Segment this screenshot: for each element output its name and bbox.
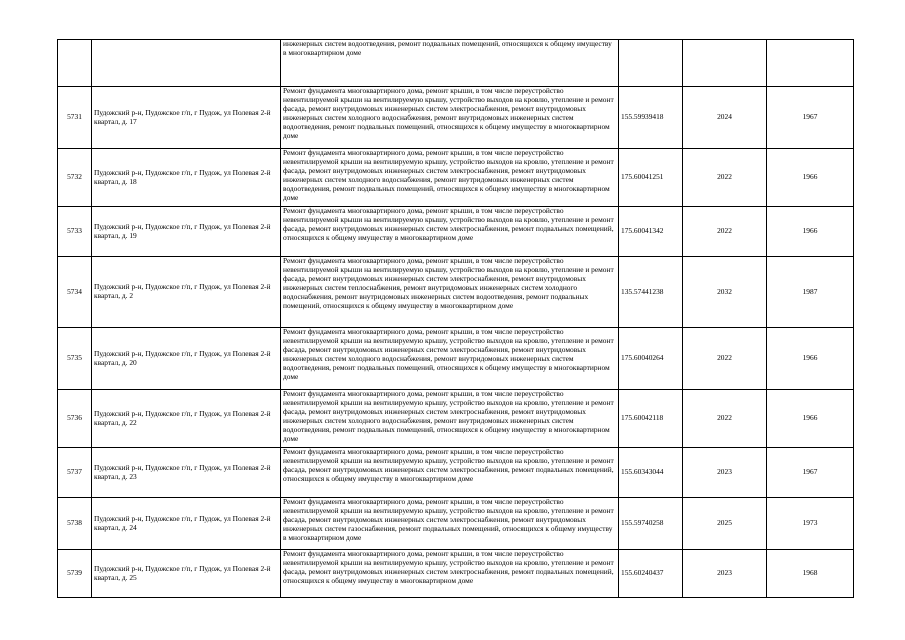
row-build-year: 1966 <box>767 328 854 390</box>
row-works: Ремонт фундамента многоквартирного дома, ремонт крыши, в том числе переустройство невентилируемой крыши на вентилируемую крышу, устройство выходов на кровлю, утепление и ремонт фасада, ремонт внутридомовых инженерных систем электроснабжения, ремонт подвальных помещений, относящихся к общему имуществу в многоквартирном доме <box>281 550 619 598</box>
row-repair-year: 2023 <box>683 550 767 598</box>
row-repair-year: 2025 <box>683 498 767 550</box>
row-build-year: 1966 <box>767 149 854 207</box>
row-repair-year: 2032 <box>683 257 767 328</box>
row-works: Ремонт фундамента многоквартирного дома, ремонт крыши, в том числе переустройство невентилируемой крыши на вентилируемую крышу, устройство выходов на кровлю, утепление и ремонт фасада, ремонт внутридомовых инженерных систем электроснабжения, ремонт внутридомовых инженерных систем холодного водоснабжения, ремонт внутридомовых инженерных систем водоотведения, ремонт подвальных помещений, относящихся к общему имуществу в многоквартирном доме <box>281 390 619 448</box>
row-address: Пудожский р-н, Пудожское г/п, г Пудож, ул Полевая 2-й квартал, д. 17 <box>92 87 281 149</box>
row-number: 5737 <box>58 448 92 498</box>
row-area: 155.59740258 <box>619 498 683 550</box>
row-address: Пудожский р-н, Пудожское г/п, г Пудож, ул Полевая 2-й квартал, д. 25 <box>92 550 281 598</box>
row-number: 5732 <box>58 149 92 207</box>
row-works: Ремонт фундамента многоквартирного дома, ремонт крыши, в том числе переустройство невентилируемой крыши на вентилируемую крышу, устройство выходов на кровлю, утепление и ремонт фасада, ремонт внутридомовых инженерных систем электроснабжения, ремонт подвальных помещений, относящихся к общему имуществу в многоквартирном доме <box>281 448 619 498</box>
row-address: Пудожский р-н, Пудожское г/п, г Пудож, ул Полевая 2-й квартал, д. 2 <box>92 257 281 328</box>
row-repair-year: 2022 <box>683 207 767 257</box>
row-address: Пудожский р-н, Пудожское г/п, г Пудож, ул Полевая 2-й квартал, д. 20 <box>92 328 281 390</box>
table-row <box>58 207 854 257</box>
row-number: 5734 <box>58 257 92 328</box>
row-area: 155.60343044 <box>619 448 683 498</box>
row-repair-year: 2022 <box>683 149 767 207</box>
table-row <box>58 328 854 390</box>
row-number: 5733 <box>58 207 92 257</box>
row-number <box>58 40 92 87</box>
row-build-year: 1987 <box>767 257 854 328</box>
row-works: Ремонт фундамента многоквартирного дома, ремонт крыши, в том числе переустройство невентилируемой крыши на вентилируемую крышу, устройство выходов на кровлю, утепление и ремонт фасада, ремонт внутридомовых инженерных систем электроснабжения, ремонт внутридомовых инженерных систем газоснабжения, ремонт подвальных помещений, относящихся к общему имуществу в многоквартирном доме <box>281 498 619 550</box>
row-works: Ремонт фундамента многоквартирного дома, ремонт крыши, в том числе переустройство невентилируемой крыши на вентилируемую крышу, устройство выходов на кровлю, утепление и ремонт фасада, ремонт внутридомовых инженерных систем электроснабжения, ремонт внутридомовых инженерных систем холодного водоснабжения, ремонт внутридомовых инженерных систем водоотведения, ремонт подвальных помещений, относящихся к общему имуществу в многоквартирном доме <box>281 149 619 207</box>
table-row <box>58 498 854 550</box>
table-row <box>58 448 854 498</box>
table-row <box>58 40 854 87</box>
row-area: 175.60040264 <box>619 328 683 390</box>
row-works: Ремонт фундамента многоквартирного дома, ремонт крыши, в том числе переустройство невентилируемой крыши на вентилируемую крышу, устройство выходов на кровлю, утепление и ремонт фасада, ремонт внутридомовых инженерных систем электроснабжения, ремонт внутридомовых инженерных систем холодного водоснабжения, ремонт внутридомовых инженерных систем водоотведения, ремонт подвальных помещений, относящихся к общему имуществу в многоквартирном доме <box>281 328 619 390</box>
row-repair-year: 2022 <box>683 328 767 390</box>
row-address: Пудожский р-н, Пудожское г/п, г Пудож, ул Полевая 2-й квартал, д. 24 <box>92 498 281 550</box>
table-row <box>58 550 854 598</box>
row-number: 5735 <box>58 328 92 390</box>
row-address: Пудожский р-н, Пудожское г/п, г Пудож, ул Полевая 2-й квартал, д. 19 <box>92 207 281 257</box>
row-address: Пудожский р-н, Пудожское г/п, г Пудож, ул Полевая 2-й квартал, д. 23 <box>92 448 281 498</box>
row-area: 175.60042118 <box>619 390 683 448</box>
row-repair-year <box>683 40 767 87</box>
row-repair-year: 2023 <box>683 448 767 498</box>
row-works: Ремонт фундамента многоквартирного дома, ремонт крыши, в том числе переустройство невентилируемой крыши на вентилируемую крышу, устройство выходов на кровлю, утепление и ремонт фасада, ремонт внутридомовых инженерных систем электроснабжения, ремонт подвальных помещений, относящихся к общему имуществу в многоквартирном доме <box>281 207 619 257</box>
row-address: Пудожский р-н, Пудожское г/п, г Пудож, ул Полевая 2-й квартал, д. 22 <box>92 390 281 448</box>
row-works: инженерных систем водоотведения, ремонт подвальных помещений, относящихся к общему имуществу в многоквартирном доме <box>281 40 619 87</box>
row-address <box>92 40 281 87</box>
row-works: Ремонт фундамента многоквартирного дома, ремонт крыши, в том числе переустройство невентилируемой крыши на вентилируемую крышу, устройство выходов на кровлю, утепление и ремонт фасада, ремонт внутридомовых инженерных систем электроснабжения, ремонт внутридомовых инженерных систем холодного водоснабжения, ремонт внутридомовых инженерных систем водоотведения, ремонт подвальных помещений, относящихся к общему имуществу в многоквартирном доме <box>281 87 619 149</box>
row-address: Пудожский р-н, Пудожское г/п, г Пудож, ул Полевая 2-й квартал, д. 18 <box>92 149 281 207</box>
row-area <box>619 40 683 87</box>
table-row <box>58 390 854 448</box>
row-repair-year: 2024 <box>683 87 767 149</box>
table-row <box>58 257 854 328</box>
row-area: 155.59939418 <box>619 87 683 149</box>
row-area: 155.60240437 <box>619 550 683 598</box>
table-row <box>58 87 854 149</box>
row-build-year: 1966 <box>767 390 854 448</box>
row-number: 5739 <box>58 550 92 598</box>
repair-register-table <box>57 39 854 598</box>
row-area: 135.57441238 <box>619 257 683 328</box>
row-build-year: 1968 <box>767 550 854 598</box>
row-number: 5738 <box>58 498 92 550</box>
row-build-year <box>767 40 854 87</box>
row-build-year: 1973 <box>767 498 854 550</box>
table-row <box>58 149 854 207</box>
row-build-year: 1966 <box>767 207 854 257</box>
row-area: 175.60041342 <box>619 207 683 257</box>
row-number: 5736 <box>58 390 92 448</box>
row-build-year: 1967 <box>767 448 854 498</box>
row-number: 5731 <box>58 87 92 149</box>
row-build-year: 1967 <box>767 87 854 149</box>
row-works: Ремонт фундамента многоквартирного дома, ремонт крыши, в том числе переустройство невентилируемой крыши на вентилируемую крышу, устройство выходов на кровлю, утепление и ремонт фасада, ремонт внутридомовых инженерных систем электроснабжения, ремонт внутридомовых инженерных систем теплоснабжения, ремонт внутридомовых инженерных систем холодного водоснабжения, ремонт внутридомовых инженерных систем водоотведения, ремонт подвальных помещений, относящихся к общему имуществу в многоквартирном доме <box>281 257 619 328</box>
row-area: 175.60041251 <box>619 149 683 207</box>
row-repair-year: 2022 <box>683 390 767 448</box>
